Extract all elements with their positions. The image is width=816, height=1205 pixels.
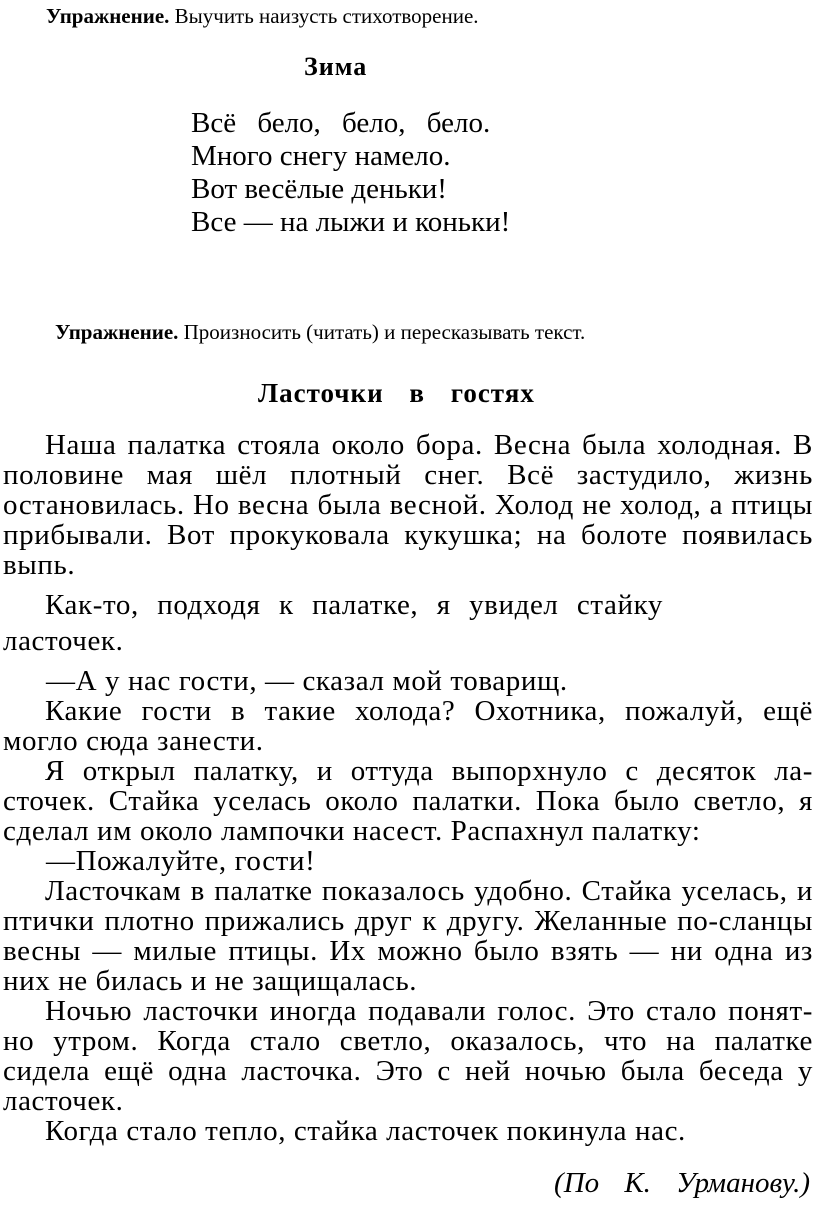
exercise-label: Упражнение. [55, 320, 179, 344]
exercise-label: Упражнение. [46, 4, 170, 28]
story-paragraph: Наша палатка стояла около бора. Весна была холодная. В половине мая шёл плотный снег. Всё застудило, жизнь остановилась. Но весна была весной. Холод не холод, а птицы прибывали. Вот прокуковала кукушка; на болоте появилась выпь. [3, 429, 813, 581]
story-paragraph: Когда стало тепло, стайка ласточек покинула нас. [45, 1115, 686, 1147]
story-paragraph: Ночью ласточки иногда подавали голос. Это стало понят-но утром. Когда стало светло, оказалось, что на палатке сидела ещё одна ласточка. Это с ней ночью была беседа у ласточек. [3, 995, 813, 1117]
exercise-text: Произносить (читать) и пересказывать текст. [178, 320, 586, 344]
story-paragraph: Как-то, подходя к палатке, я увидел стайку ласточек. [3, 589, 663, 657]
story-text [3, 430, 813, 1146]
poem-line: Всё бело, бело, бело. [191, 107, 491, 139]
story-paragraph: Ласточкам в палатке показалось удобно. Стайка уселась, и птички плотно прижались друг к другу. Желанные по-сланцы весны — милые птицы. Их можно было взять — ни одна из них не билась и не защищалась. [3, 875, 813, 997]
exercise-instruction-retell [55, 320, 585, 344]
story-title: Ласточки в гостях [258, 378, 535, 408]
story-paragraph: —А у нас гости, — сказал мой товарищ. [46, 665, 568, 697]
story-attribution: (По К. Урманову.) [554, 1167, 810, 1199]
story-paragraph: Какие гости в такие холода? Охотника, пожалуй, ещё могло сюда занести. [3, 695, 813, 757]
poem-line: Вот весёлые деньки! [191, 173, 447, 205]
poem-line: Много снегу намело. [191, 140, 451, 172]
exercise-instruction-memorize [46, 4, 479, 28]
story-paragraph: Я открыл палатку, и оттуда выпорхнуло с десяток ла-сточек. Стайка уселась около палатки. Пока было светло, я сделал им около лампочки насест. Распахнул палатку: [3, 755, 813, 847]
poem [191, 107, 510, 239]
poem-title: Зима [304, 52, 368, 81]
poem-line: Все — на лыжи и коньки! [191, 206, 511, 238]
story-paragraph: —Пожалуйте, гости! [46, 845, 316, 877]
exercise-text: Выучить наизусть стихотворение. [169, 4, 479, 28]
